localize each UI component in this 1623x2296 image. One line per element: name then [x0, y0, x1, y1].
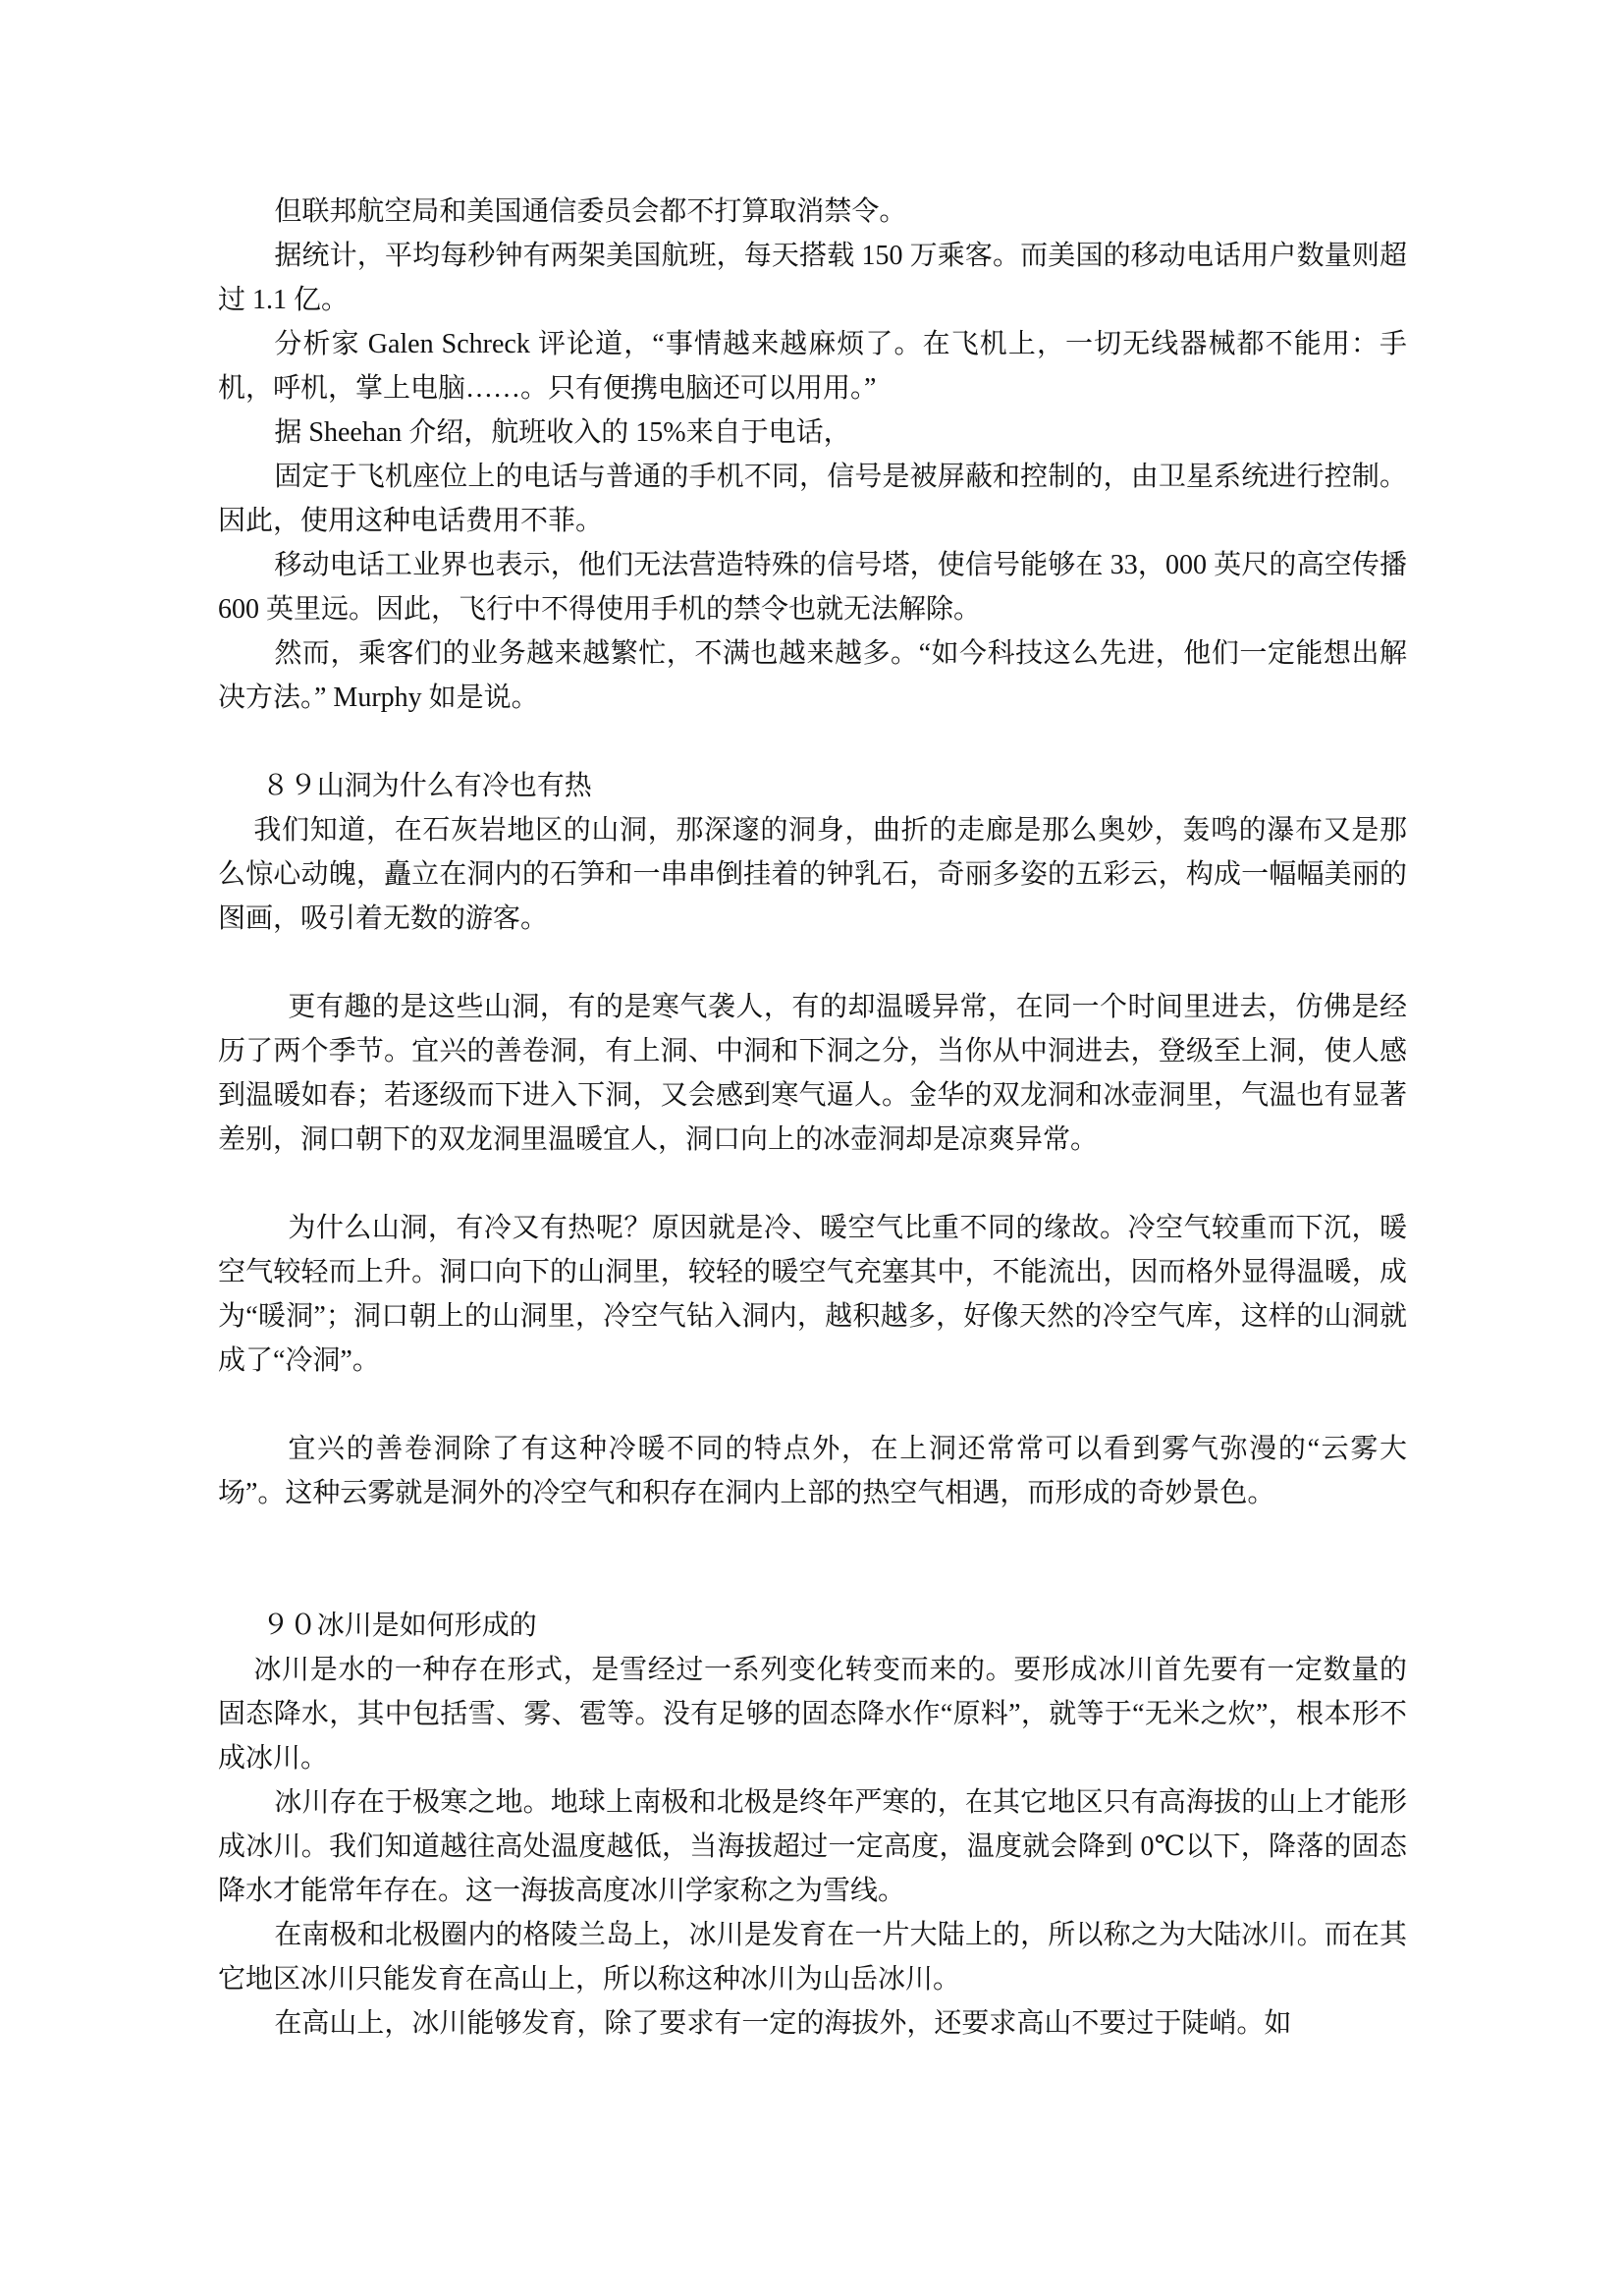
paragraph-cave-fog: 宜兴的善卷洞除了有这种冷暖不同的特点外，在上洞还常常可以看到雾气弥漫的“云雾大场”。这种云雾就是洞外的冷空气和积存在洞内上部的热空气相遇，而形成的奇妙景色。	[218, 1434, 1407, 1508]
paragraph-glacier-mountains: 在高山上，冰川能够发育，除了要求有一定的海拔外，还要求高山不要过于陡峭。如	[274, 2008, 1292, 2039]
paragraph-mobile-industry: 移动电话工业界也表示，他们无法营造特殊的信号塔，使信号能够在 33，000 英尺的高空传播 600 英里远。因此，飞行中不得使用手机的禁令也就无法解除。	[218, 550, 1407, 625]
paragraph-analyst-quote: 分析家 Galen Schreck 评论道，“事情越来越麻烦了。在飞机上，一切无线器械都不能用：手机，呼机，掌上电脑……。只有便携电脑还可以用用。”	[218, 329, 1407, 404]
paragraph-sheehan-revenue: 据 Sheehan 介绍，航班收入的 15%来自于电话，	[274, 417, 851, 448]
paragraph-glacier-cold-regions: 冰川存在于极寒之地。地球上南极和北极是终年严寒的，在其它地区只有高海拔的山上才能形成冰川。我们知道越往高处温度越低，当海拔超过一定高度，温度就会降到 0℃以下，降落的固态降水才能常年存在。这一海拔高度冰川学家称之为雪线。	[218, 1787, 1407, 1906]
section-heading-89-caves: ８９山洞为什么有冷也有热	[261, 771, 592, 801]
paragraph-glacier-intro: 冰川是水的一种存在形式，是雪经过一系列变化转变而来的。要形成冰川首先要有一定数量的固态降水，其中包括雪、雾、雹等。没有足够的固态降水作“原料”，就等于“无米之炊”，根本形不成冰川。	[218, 1655, 1407, 1774]
paragraph-flight-stats: 据统计，平均每秒钟有两架美国航班，每天搭载 150 万乘客。而美国的移动电话用户数量则超过 1.1 亿。	[218, 241, 1407, 315]
paragraph-passenger-demand: 然而，乘客们的业务越来越繁忙，不满也越来越多。“如今科技这么先进，他们一定能想出解决方法。” Murphy 如是说。	[218, 638, 1407, 713]
paragraph-cave-intro: 我们知道，在石灰岩地区的山洞，那深邃的洞身，曲折的走廊是那么奥妙，轰鸣的瀑布又是那么惊心动魄，矗立在洞内的石笋和一串串倒挂着的钟乳石，奇丽多姿的五彩云，构成一幅幅美丽的图画，吸引着无数的游客。	[218, 815, 1407, 934]
paragraph-glacier-types: 在南极和北极圈内的格陵兰岛上，冰川是发育在一片大陆上的，所以称之为大陆冰川。而在其它地区冰川只能发育在高山上，所以称这种冰川为山岳冰川。	[218, 1920, 1407, 1995]
paragraph-cave-reason: 为什么山洞，有冷又有热呢？原因就是冷、暖空气比重不同的缘故。冷空气较重而下沉，暖空气较轻而上升。洞口向下的山洞里，较轻的暖空气充塞其中，不能流出，因而格外显得温暖，成为“暖洞”；洞口朝上的山洞里，冷空气钻入洞内，越积越多，好像天然的冷空气库，这样的山洞就成了“冷洞”。	[218, 1213, 1407, 1376]
paragraph-faa-ban: 但联邦航空局和美国通信委员会都不打算取消禁令。	[274, 196, 907, 227]
section-heading-90-glaciers: ９０冰川是如何形成的	[261, 1611, 537, 1641]
paragraph-seat-phone: 固定于飞机座位上的电话与普通的手机不同，信号是被屏蔽和控制的，由卫星系统进行控制。因此，使用这种电话费用不菲。	[218, 462, 1407, 536]
paragraph-cave-seasons: 更有趣的是这些山洞，有的是寒气袭人，有的却温暖异常，在同一个时间里进去，仿佛是经历了两个季节。宜兴的善卷洞，有上洞、中洞和下洞之分，当你从中洞进去，登级至上洞，使人感到温暖如春；若逐级而下进入下洞，又会感到寒气逼人。金华的双龙洞和冰壶洞里，气温也有显著差别，洞口朝下的双龙洞里温暖宜人，洞口向上的冰壶洞却是凉爽异常。	[218, 992, 1407, 1155]
